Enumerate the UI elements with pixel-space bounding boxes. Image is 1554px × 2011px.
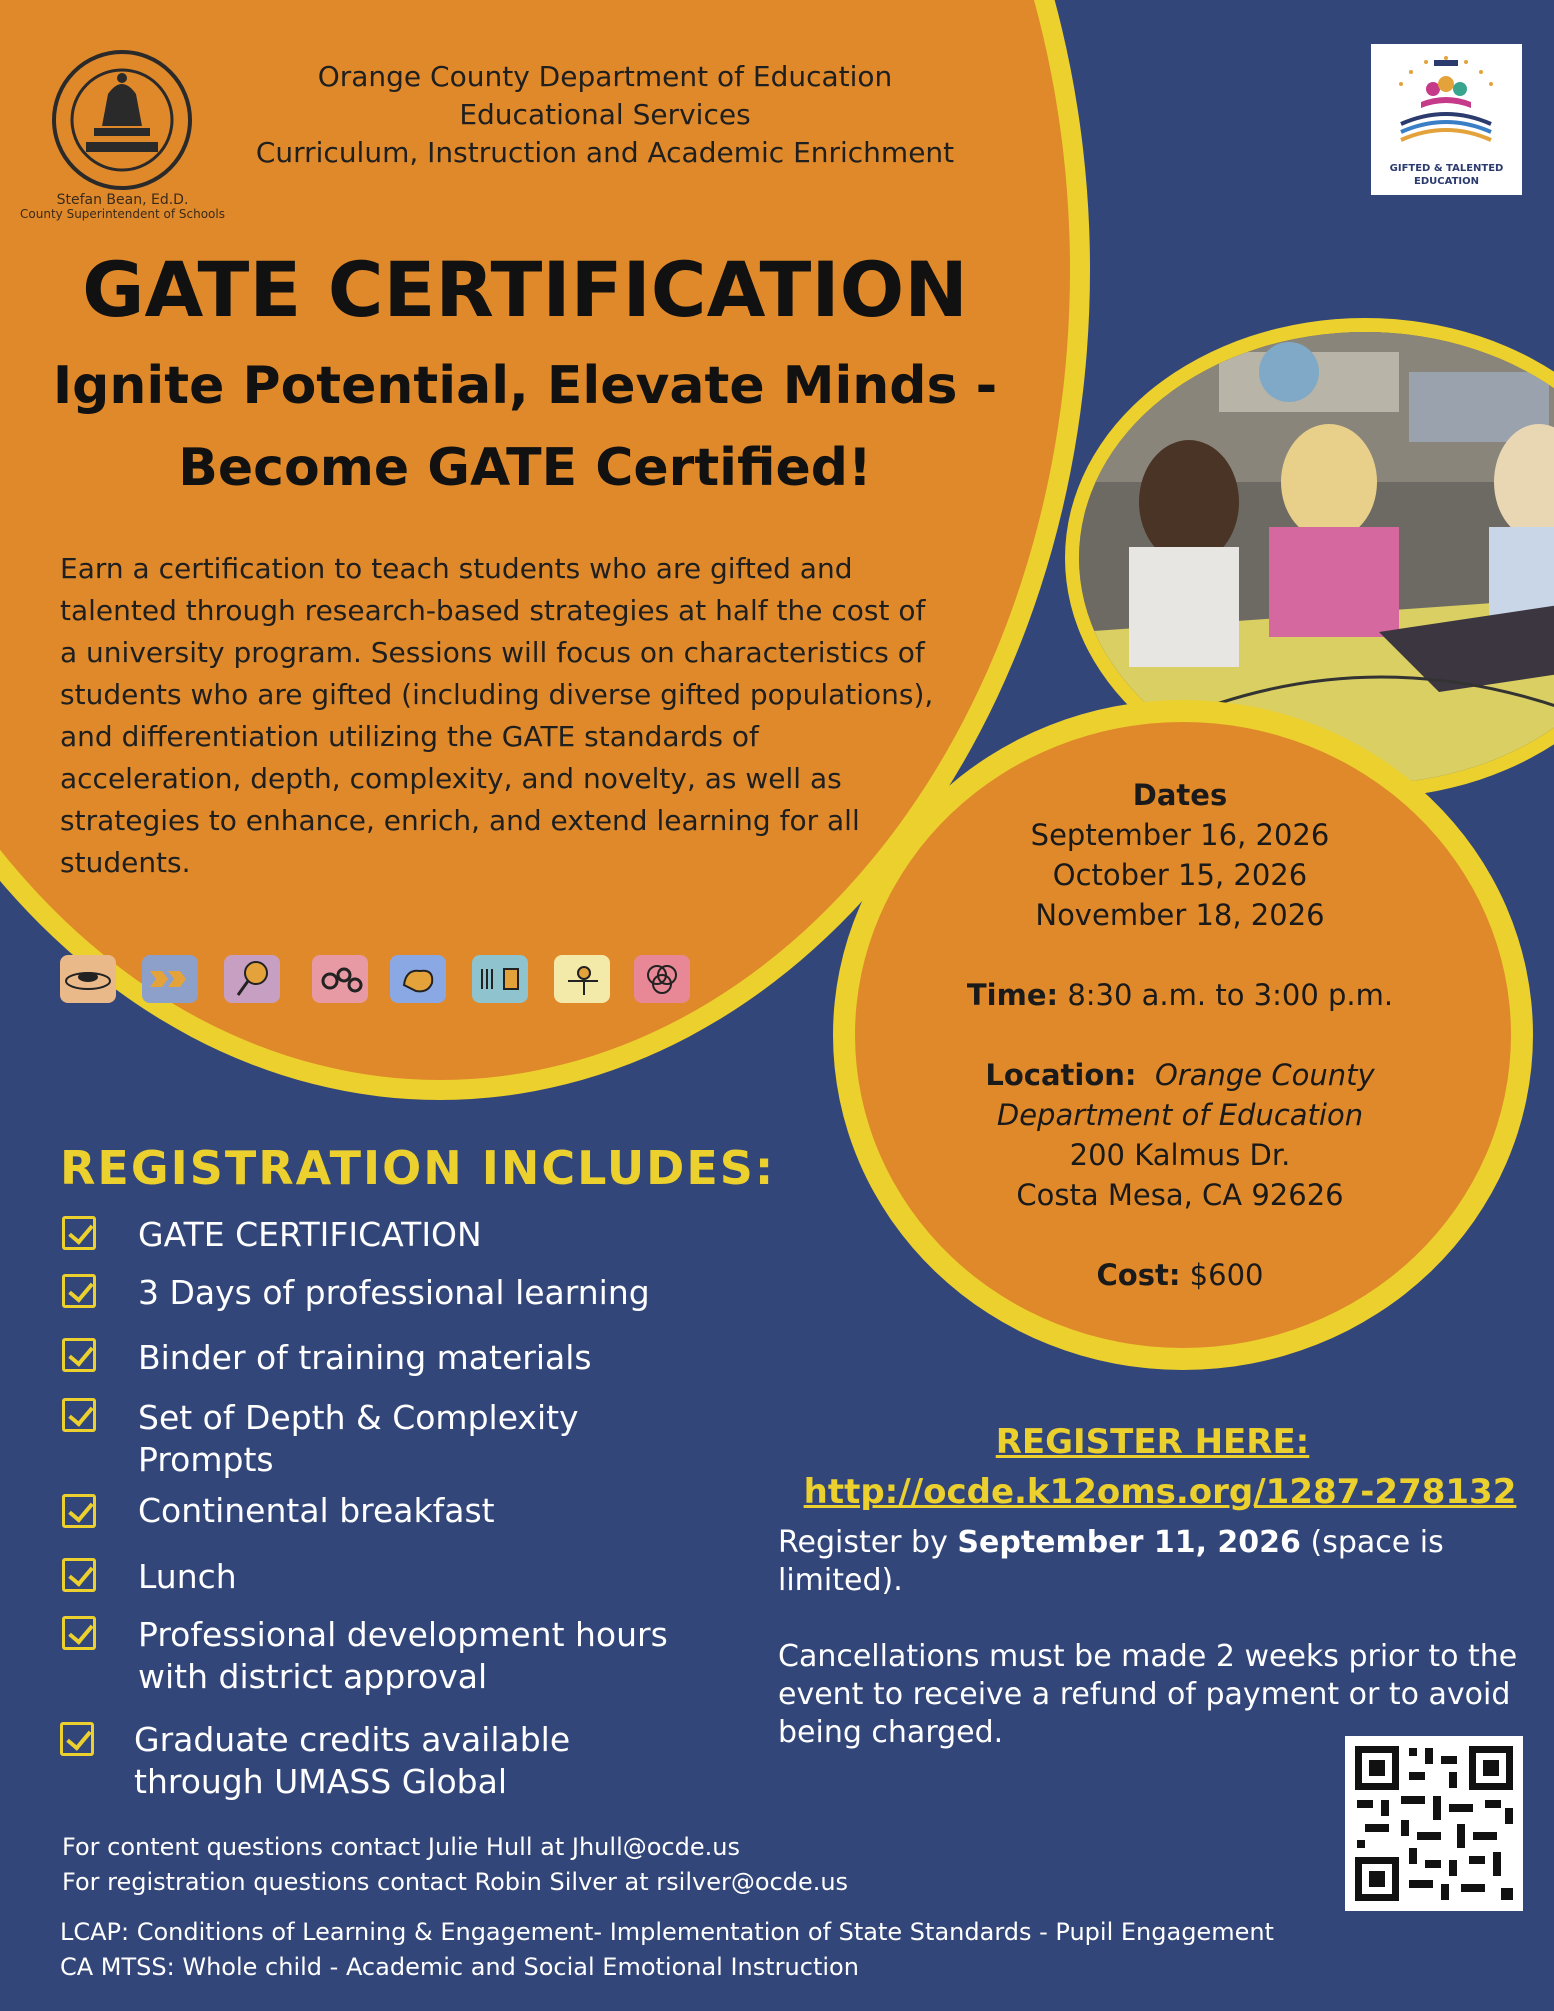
mtss-line: CA MTSS: Whole child - Academic and Social Emotional Instruction (60, 1953, 859, 1981)
subtitle (40, 345, 1010, 509)
location-row: Location: Orange County (985, 1058, 1375, 1092)
checkbox-icon (62, 1494, 96, 1528)
subtitle-line-2: Become GATE Certified! (178, 438, 872, 498)
superintendent-title: County Superintendent of Schools (20, 207, 225, 221)
checkbox-icon (62, 1274, 96, 1308)
content-contact: For content questions contact Julie Hull at Jhull@ocde.us (62, 1833, 740, 1861)
ethics-icon (554, 955, 610, 1003)
trends-icon (390, 955, 446, 1003)
cancellation-policy: Cancellations must be made 2 weeks prior to the event to receive a refund of payment or to avoid being charged. (778, 1639, 1518, 1750)
event-details (920, 775, 1440, 1295)
list-item: Set of Depth & Complexity Prompts (138, 1398, 579, 1479)
registration-qr-code[interactable] (1345, 1736, 1523, 1911)
registration-link[interactable]: http://ocde.k12oms.org/1287-278132 (803, 1472, 1517, 1512)
program-description: Earn a certification to teach students who are gifted and talented through research-based strategies at half the cost of a university program. Sessions will focus on characteristics of students who are gifted (including diverse gifted populations), and differentiation utilizing the GATE standards of acceleration, depth, complexity, and novelty, as well as strategies to enhance, enrich, and extend learning for all students. (60, 552, 934, 879)
list-item: GATE CERTIFICATION (138, 1215, 482, 1254)
ocde-seal-logo (52, 50, 192, 190)
date-2: October 15, 2026 (1052, 858, 1308, 892)
details-icon (60, 955, 116, 1003)
dates-label: Dates (1132, 778, 1228, 812)
list-item: Lunch (138, 1557, 237, 1596)
superintendent-name: Stefan Bean, Ed.D. (56, 192, 189, 208)
lcap-line: LCAP: Conditions of Learning & Engagement- Implementation of State Standards - Pupil Engagement (60, 1918, 1274, 1946)
org-line-1: Orange County Department of Education (317, 60, 893, 93)
checkbox-icon (62, 1216, 96, 1250)
list-item: Graduate credits available through UMASS Global (134, 1720, 571, 1801)
register-heading: REGISTER HERE: (995, 1422, 1310, 1462)
date-1: September 16, 2026 (1030, 818, 1330, 852)
location-name-2: Department of Education (996, 1098, 1364, 1132)
checkbox-icon (60, 1722, 94, 1756)
org-header (220, 58, 990, 172)
multiple-perspectives-icon (634, 955, 690, 1003)
big-idea-icon (472, 955, 528, 1003)
time-row: Time: 8:30 a.m. to 3:00 p.m. (966, 978, 1394, 1012)
registration-deadline: Register by September 11, 2026 (space is limited). (778, 1525, 1444, 1598)
gifted-talented-logo (1371, 44, 1522, 195)
list-item: Professional development hours with district approval (138, 1615, 668, 1696)
page-title: GATE CERTIFICATION (82, 245, 968, 334)
cost-row: Cost: $600 (1096, 1258, 1264, 1292)
unanswered-questions-icon (224, 955, 280, 1003)
registration-heading: REGISTRATION INCLUDES: (60, 1141, 776, 1195)
logo-text-1: GIFTED & TALENTED (1389, 163, 1504, 174)
footer-alignment (60, 1915, 1510, 1985)
checkbox-icon (62, 1558, 96, 1592)
checkbox-icon (62, 1616, 96, 1650)
list-item: Binder of training materials (138, 1338, 592, 1377)
list-item: 3 Days of professional learning (138, 1273, 650, 1312)
org-line-3: Curriculum, Instruction and Academic Enrichment (255, 136, 955, 169)
contact-info (62, 1830, 1062, 1900)
depth-complexity-icon-row (60, 955, 700, 1005)
checkbox-icon (62, 1398, 96, 1432)
rules-icon (312, 955, 368, 1003)
patterns-icon (142, 955, 198, 1003)
subtitle-line-1: Ignite Potential, Elevate Minds - (52, 356, 998, 416)
superintendent-caption (20, 193, 225, 221)
registration-contact: For registration questions contact Robin Silver at rsilver@ocde.us (62, 1868, 849, 1896)
date-3: November 18, 2026 (1035, 898, 1325, 932)
address-line-2: Costa Mesa, CA 92626 (1016, 1178, 1344, 1212)
checkbox-icon (62, 1338, 96, 1372)
address-line-1: 200 Kalmus Dr. (1069, 1138, 1291, 1172)
logo-text-2: EDUCATION (1414, 176, 1479, 187)
org-line-2: Educational Services (459, 98, 751, 131)
list-item: Continental breakfast (138, 1491, 495, 1530)
